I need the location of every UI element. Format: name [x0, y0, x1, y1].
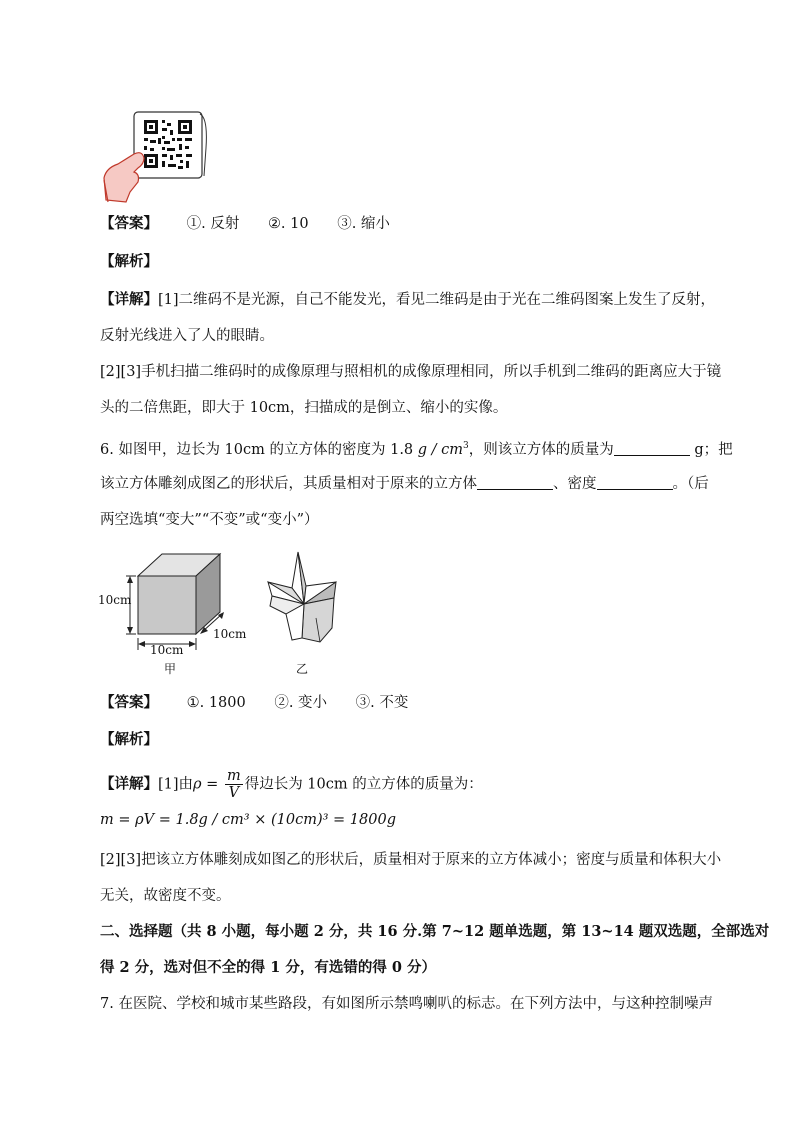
answer-label: 【答案】	[100, 694, 158, 711]
q6-text-2a: 该立方体雕刻成图乙的形状后，其质量相对于原来的立方体	[100, 476, 477, 492]
q6-text-2b: 、密度	[553, 476, 597, 492]
answer-2: ②. 变小	[274, 695, 328, 711]
figure-caption-b: 乙	[296, 662, 309, 676]
cube-superscript: 3	[463, 441, 469, 451]
q6-detail-line-2: [2][3]把该立方体雕刻成如图乙的形状后，质量相对于原来的立方体减小；密度与质量和体积大小	[100, 852, 722, 868]
q5-detail-line-3: [2][3]手机扫描二维码时的成像原理与照相机的成像原理相同，所以手机到二维码的距离应大于镜	[100, 364, 722, 380]
q6-answer-line	[100, 693, 408, 713]
dim-label-height: 10cm	[98, 593, 132, 607]
q5-detail-line-2: 反射光线进入了人的眼睛。	[100, 328, 274, 344]
q6-question-line-1	[100, 436, 733, 460]
answer-3: ③. 不变	[355, 695, 409, 711]
mass-formula: m = ρV = 1.8g / cm³ × (10cm)³ = 1800g	[100, 812, 396, 828]
carved-shape-figure	[262, 548, 342, 656]
q6-detail-text-1a: [1]由	[158, 776, 194, 793]
q6-detail-line-3: 无关，故密度不变。	[100, 888, 231, 904]
section-heading-line-1: 二、选择题（共 8 小题，每小题 2 分，共 16 分.第 7~12 题单选题，第 13~14 题双选题，全部选对	[100, 923, 770, 940]
q6-detail-line-1: 【详解】[1]由ρ = $\frac{m}{V}$ 得边长为 10cm 的立方体的质量为：	[100, 768, 483, 801]
answer-blank-mass[interactable]	[614, 441, 690, 456]
q6-question-line-2	[100, 474, 709, 494]
density-unit: g / cm	[417, 441, 464, 458]
analysis-label: 【解析】	[100, 253, 158, 270]
figure-caption-a: 甲	[164, 662, 177, 676]
q5-detail-text-1: [1]二维码不是光源，自己不能发光，看见二维码是由于光在二维码图案上发生了反射，	[158, 292, 716, 308]
q6-text-2c: 。（后	[672, 476, 709, 492]
analysis-label: 【解析】	[100, 731, 158, 748]
q7-question-line-1: 7. 在医院、学校和城市某些路段，有如图所示禁鸣喇叭的标志。在下列方法中，与这种控制噪声	[100, 996, 713, 1012]
section-heading-line-2: 得 2 分，选对但不全的得 1 分，有选错的得 0 分）	[100, 959, 437, 976]
answer-blank-density-change[interactable]	[597, 475, 673, 490]
detail-label: 【详解】	[100, 775, 158, 793]
answer-blank-mass-change[interactable]	[477, 475, 553, 490]
answer-1: ①. 反射	[186, 216, 240, 232]
q6-question-line-3: 两空选填“变大”“不变”或“变小”）	[100, 512, 319, 528]
detail-label: 【详解】	[100, 291, 158, 308]
dim-label-depth: 10cm	[213, 627, 247, 641]
answer-label: 【答案】	[100, 215, 158, 232]
qr-code-hand-figure	[100, 108, 212, 204]
q5-detail-line-1	[100, 290, 715, 310]
q6-detail-text-1b: 得边长为 10cm 的立方体的质量为：	[244, 776, 483, 793]
q5-answer-line	[100, 214, 390, 234]
q6-text-1c: g；把	[694, 441, 733, 458]
q5-detail-line-4: 头的二倍焦距，即大于 10cm，扫描成的是倒立、缩小的实像。	[100, 400, 508, 416]
rho-symbol: ρ	[193, 776, 202, 793]
density-fraction: $\frac{m}{V}$	[226, 768, 241, 801]
q6-text-1a: 6. 如图甲，边长为 10cm 的立方体的密度为 1.8	[100, 441, 414, 458]
answer-2: ②. 10	[267, 216, 309, 232]
answer-1: ①. 1800	[186, 695, 246, 711]
answer-3: ③. 缩小	[337, 216, 390, 232]
q6-text-1b: ，则该立方体的质量为	[468, 441, 614, 458]
dim-label-width: 10cm	[150, 643, 184, 657]
